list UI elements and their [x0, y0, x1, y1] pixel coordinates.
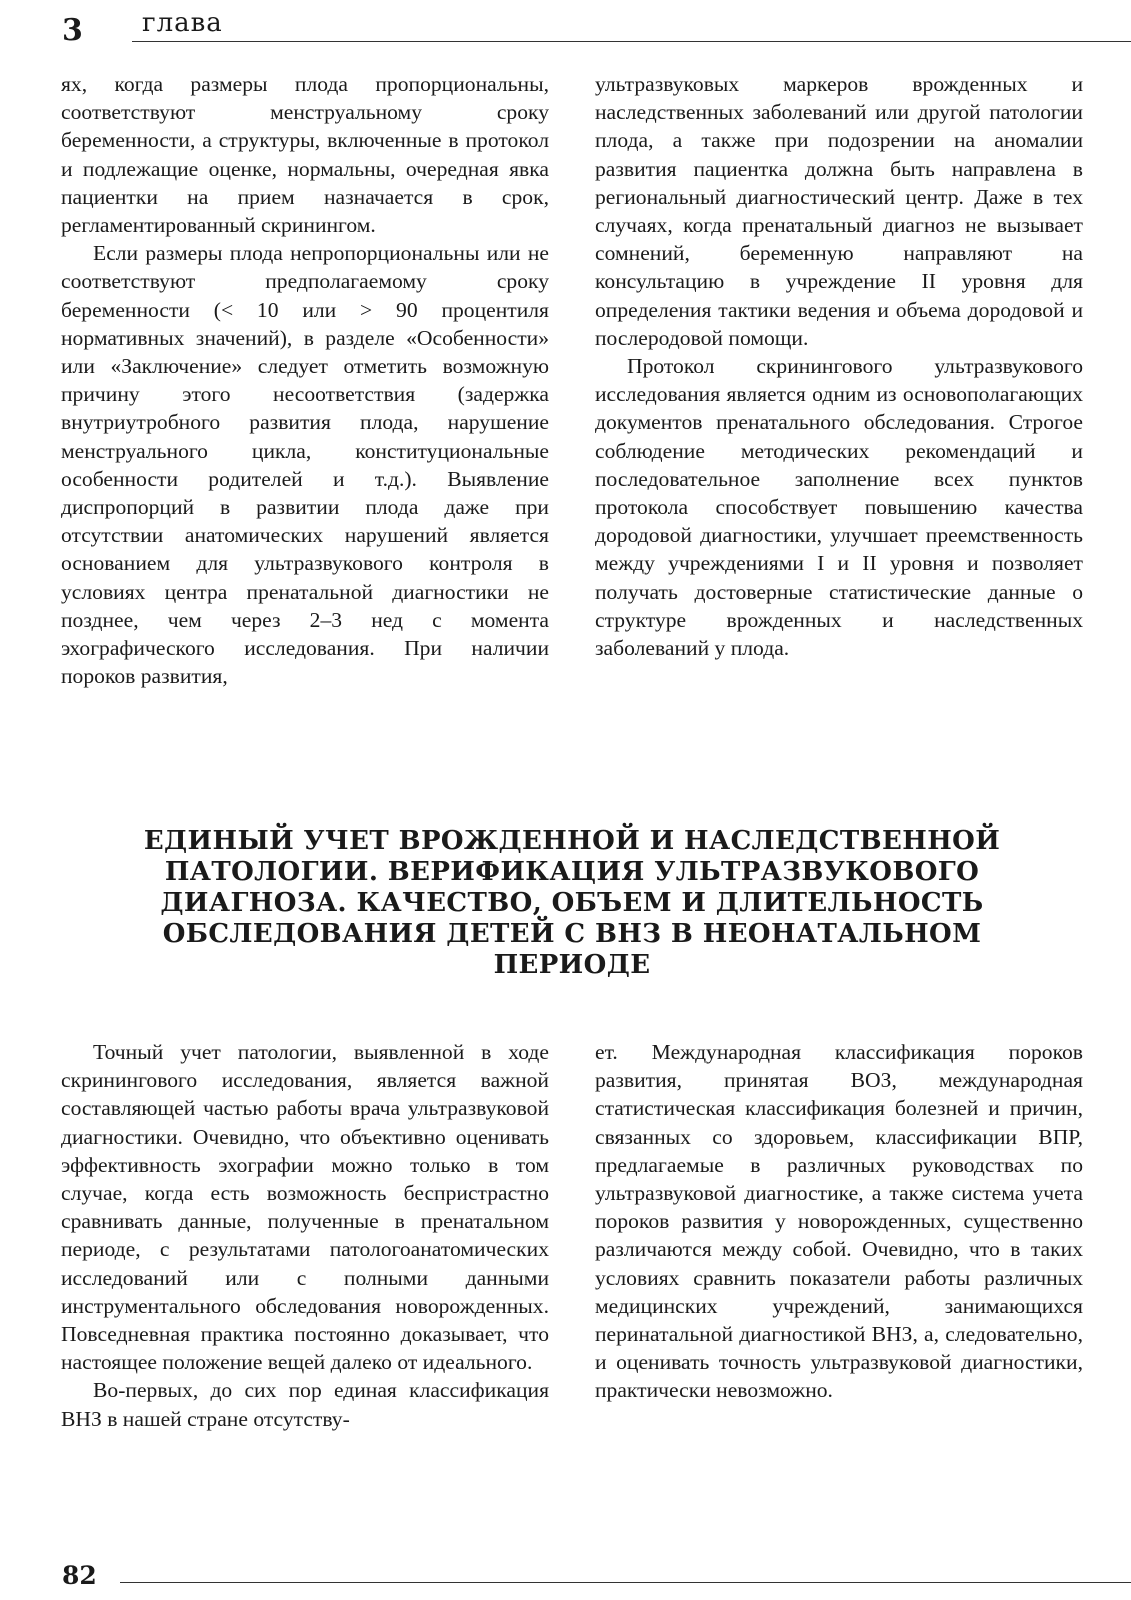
top-right-column [595, 70, 1083, 690]
footer-rule [120, 1582, 1131, 1583]
chapter-number: 3 [62, 13, 83, 48]
paragraph: Протокол скринингового ультразвукового исследования является одним из основополагающих документов пренатального обследования. Строгое соблюдение методических рекомендаций и последовательное заполнение всех пунктов протокола способствует повышению качества дородовой диагностики, улучшает преемственность между учреждениями I и II уровня и позволяет получать достоверные статистические данные о структуре врожденных и наследственных заболеваний у плода. [595, 354, 1083, 661]
header-rule [132, 41, 1131, 42]
paragraph: ет. Международная классификация пороков развития, принятая ВОЗ, международная статистическая классификация болезней и причин, связанных со здоровьем, классификации ВПР, предлагаемые в различных руководствах по ультразвуковой диагностике, а также система учета пороков развития у новорожденных, существенно различаются между собой. Очевидно, что в таких условиях сравнить показатели работы различных медицинских учреждений, занимающихся перинатальной диагностикой ВНЗ, а, следовательно, и оценивать точность ультразвуковой диагностики, практически невозможно. [595, 1040, 1083, 1403]
paragraph: ях, когда размеры плода пропорциональны, соответствуют менструальному сроку беременности, а структуры, включенные в протокол и подлежащие оценке, нормальны, очередная явка пациентки на прием назначается в срок, регламентированный скринингом. [61, 72, 549, 238]
page-number: 82 [62, 1561, 97, 1590]
section-heading: ЕДИНЫЙ УЧЕТ ВРОЖДЕННОЙ И НАСЛЕДСТВЕННОЙ ПАТОЛОГИИ. ВЕРИФИКАЦИЯ УЛЬТРАЗВУКОВОГО ДИАГНОЗА. КАЧЕСТВО, ОБЪЕМ И ДЛИТЕЛЬНОСТЬ ОБСЛЕДОВАНИЯ ДЕТЕЙ С ВНЗ В НЕОНАТАЛЬНОМ ПЕРИОДЕ [143, 826, 1001, 980]
paragraph: Если размеры плода непропорциональны или не соответствуют предполагаемому сроку беременности (< 10 или > 90 процентиля нормативных значений), в разделе «Особенности» или «Заключение» следует отметить возможную причину этого несоответствия (задержка внутриутробного развития плода, нарушение менструального цикла, конституциональные особенности родителей и т.д.). Выявление диспропорций в развитии плода даже при отсутствии анатомических нарушений является основанием для ультразвукового контроля в условиях центра пренатальной диагностики не позднее, чем через 2–3 нед с момента эхографического исследования. При наличии пороков развития, [61, 241, 549, 689]
bottom-text-columns [61, 1038, 1083, 1433]
bottom-right-column [595, 1038, 1083, 1433]
running-footer [62, 1562, 1072, 1592]
top-left-column [61, 70, 549, 690]
chapter-label: глава [142, 8, 223, 38]
paragraph: Во-первых, до сих пор единая классификация ВНЗ в нашей стране отсутству- [61, 1378, 549, 1431]
running-header [62, 8, 1072, 48]
top-text-columns [61, 70, 1083, 690]
bottom-left-column [61, 1038, 549, 1433]
paragraph: ультразвуковых маркеров врожденных и наследственных заболеваний или другой патологии плода, а также при подозрении на аномалии развития пациентка должна быть направлена в региональный диагностический центр. Даже в тех случаях, когда пренатальный диагноз не вызывает сомнений, беременную направляют на консультацию в учреждение II уровня для определения тактики ведения и объема дородовой и послеродовой помощи. [595, 72, 1083, 350]
paragraph: Точный учет патологии, выявленной в ходе скринингового исследования, является важной составляющей частью работы врача ультразвуковой диагностики. Очевидно, что объективно оценивать эффективность эхографии можно только в том случае, когда есть возможность беспристрастно сравнивать данные, полученные в пренатальном периоде, с результатами патологоанатомических исследований или с полными данными инструментального обследования новорожденных. Повседневная практика постоянно доказывает, что настоящее положение вещей далеко от идеального. [61, 1040, 549, 1375]
